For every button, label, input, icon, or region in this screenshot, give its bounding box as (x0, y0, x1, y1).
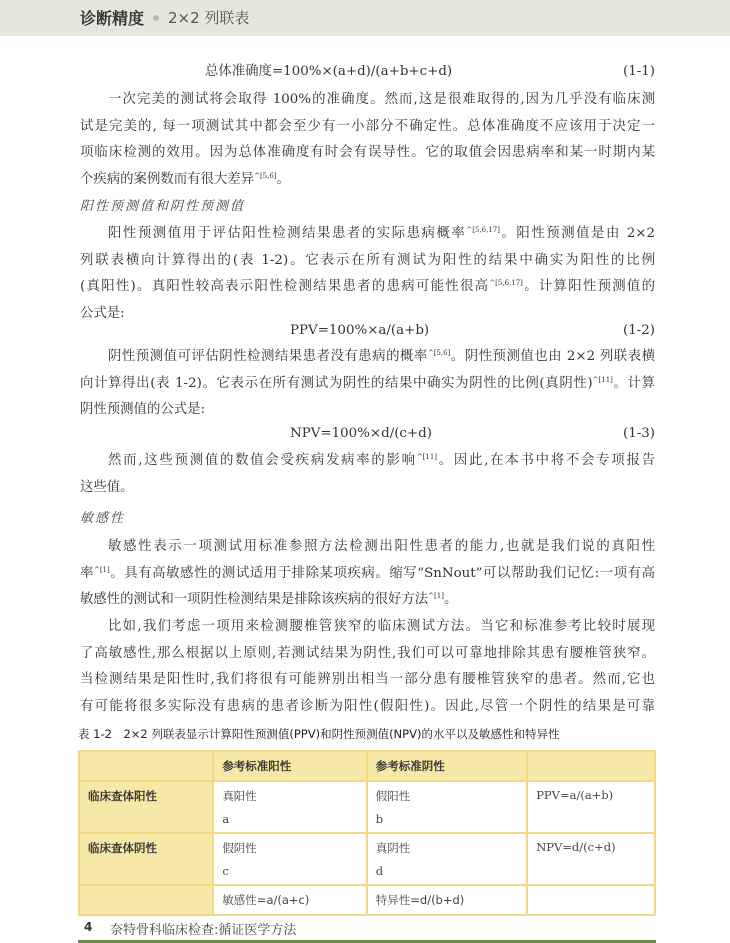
text-segment: (真阳性)。真阳性较高表示阳性检测结果患者的患病可能性很高 (80, 279, 490, 295)
text-segment: 敏感性表示一项测试用标准参照方法检测出阳性患者的能力,也就是我们说的真阳性 (108, 539, 655, 554)
text-segment: 然而,这些预测值的数值会受疾病发病率的影响 (108, 453, 417, 468)
text-segment: 有可能将很多实际没有患病的患者诊断为阳性(假阳性)。因此,尽管一个阴性的结果是可靠 (80, 699, 655, 715)
table-corner-cell (79, 751, 213, 781)
paragraph-line (80, 143, 655, 163)
contingency-table (78, 750, 656, 916)
citation: ^[5,6] (427, 349, 451, 357)
text-segment: 了高敏感性,那么根据以上原则,若测试结果为阴性,我们可以可靠地排除其患有腰椎管狭窄。 (80, 645, 655, 661)
text-segment: 当检测结果是阳性时,我们将很有可能辨别出相当一部分患有腰椎管狭窄的患者。然而,它也 (80, 672, 655, 688)
paragraph-line (80, 251, 655, 271)
table-row (79, 781, 655, 833)
table-header-row (79, 751, 655, 781)
text-segment: 阴性预测值可评估阴性检测结果患者没有患病的概率 (108, 349, 428, 364)
equation: NPV=100%×d/(c+d) (290, 426, 432, 441)
paragraph-line (80, 697, 655, 717)
text-segment: 阳性预测值用于评估阳性检测结果患者的实际患病概率 (108, 226, 467, 241)
cell-label: 假阴性 (222, 841, 257, 855)
text-segment: 。计算 (612, 375, 655, 391)
citation: ^[1] (93, 565, 110, 574)
paragraph-line (80, 590, 655, 610)
citation: ^[1] (428, 592, 444, 601)
cell-sensitivity: 敏感性=a/(a+c) (213, 885, 366, 915)
section-heading: 敏感性 (80, 511, 126, 526)
row-header: 临床查体阳性 (79, 781, 213, 833)
citation: ^[11] (592, 375, 613, 384)
table-footer-row (79, 885, 655, 915)
text-segment: 试是完美的, 每一项测试其中都会至少有一小部分不确定性。总体准确度不应该用于决定一 (80, 118, 655, 134)
paragraph-line (80, 478, 655, 498)
text-segment: 。 (443, 592, 458, 608)
col-header-ref-negative: 参考标准阴性 (367, 751, 527, 781)
cell-false-positive (367, 781, 527, 833)
paragraph-line (80, 564, 655, 584)
cell-npv-formula: NPV=d/(c+d) (527, 833, 655, 885)
cell-variable: a (222, 812, 230, 826)
text-segment: 敏感性的测试和一项阴性检测结果是排除该疾病的很好方法 (80, 592, 429, 608)
paragraph-line (80, 304, 655, 324)
paragraph-line (80, 400, 655, 420)
text-segment: 项临床检测的效用。因为总体准确度有时会有误导性。它的取值会因患病率和某一时期内某 (80, 145, 655, 161)
text-segment: 。因此,在本书中将不会专项报告 (437, 453, 655, 468)
text-segment: 。阳性预测值是由 2×2 (499, 226, 656, 241)
table-row (79, 833, 655, 885)
paragraph-line (80, 170, 655, 190)
equation-number: (1-3) (622, 426, 655, 441)
col-header-blank (527, 751, 655, 781)
text-segment: 一次完美的测试将会取得 100%的准确度。然而,这是很难取得的,因为几乎没有临床测 (108, 92, 655, 107)
citation: ^[5,6] (254, 172, 277, 181)
equation: 总体准确度=100%×(a+d)/(a+b+c+d) (205, 64, 453, 79)
cell-true-negative (367, 833, 527, 885)
equation-number: (1-2) (622, 323, 655, 338)
text-segment: 个疾病的案例数而有很大差异 (80, 172, 255, 188)
citation: ^[5,6,17] (489, 279, 523, 288)
section-title: 2×2 列联表 (168, 9, 250, 27)
paragraph-line (80, 277, 655, 297)
paragraph-line (80, 644, 655, 664)
cell-true-positive (213, 781, 366, 833)
equation-number: (1-1) (622, 64, 655, 79)
citation: ^[5,6,17] (466, 226, 500, 234)
cell-variable: b (375, 812, 384, 826)
text-segment: 比如,我们考虑一项用来检测腰椎管狭窄的临床测试方法。当它和标准参考比较时展现 (108, 619, 655, 634)
cell-label: 假阳性 (375, 789, 411, 803)
equation: PPV=100%×a/(a+b) (290, 323, 430, 338)
text-segment: 阴性预测值的公式是: (80, 402, 206, 418)
cell-variable: c (222, 864, 229, 878)
cell-false-negative (213, 833, 366, 885)
paragraph-line (108, 224, 655, 244)
footer-blank-cell (79, 885, 213, 915)
section-heading: 阳性预测值和阴性预测值 (80, 199, 246, 214)
paragraph-line (80, 117, 655, 137)
cell-variable: d (375, 864, 384, 878)
text-segment: 。 (276, 172, 290, 188)
paragraph-line (80, 670, 655, 690)
text-segment: 公式是: (80, 306, 125, 322)
paragraph-line (108, 90, 655, 110)
text-segment: 。计算阳性预测值的 (522, 279, 656, 295)
text-segment: 这些值。 (80, 479, 134, 495)
book-title: 奈特骨科临床检查:循证医学方法 (110, 923, 297, 938)
chapter-title: 诊断精度 (80, 9, 145, 28)
footer-blank-cell (527, 885, 655, 915)
cell-label: 真阴性 (375, 841, 411, 855)
page-number: 4 (84, 920, 93, 934)
text-segment: 。具有高敏感性的测试适用于排除某项疾病。缩写“SnNout”可以帮助我们记忆:一项有高 (109, 565, 655, 581)
text-segment: 率 (80, 565, 94, 581)
bullet-dot (153, 15, 159, 21)
paragraph-line (108, 347, 655, 367)
col-header-ref-positive: 参考标准阳性 (213, 751, 366, 781)
table-caption: 表 1-2 2×2 列联表显示计算阳性预测值(PPV)和阴性预测值(NPV)的水平以及敏感性和特异性 (78, 727, 560, 741)
text-segment: 列联表横向计算得出的(表 1-2)。它表示在所有测试为阳性的结果中确实为阳性的比例 (80, 252, 655, 268)
paragraph-line (108, 537, 655, 557)
paragraph-line (108, 451, 655, 471)
paragraph-line (108, 617, 655, 637)
cell-label: 真阳性 (222, 789, 257, 803)
cell-specificity: 特异性=d/(b+d) (367, 885, 527, 915)
citation: ^[11] (416, 453, 438, 461)
text-segment: 。阴性预测值也由 2×2 列联表横 (450, 349, 655, 364)
running-header (0, 0, 730, 36)
paragraph-line (80, 374, 655, 394)
row-header: 临床查体阴性 (79, 833, 213, 885)
text-segment: 向计算得出(表 1-2)。它表示在所有测试为阴性的结果中确实为阴性的比例(真阴性) (80, 375, 593, 391)
cell-ppv-formula: PPV=a/(a+b) (527, 781, 655, 833)
